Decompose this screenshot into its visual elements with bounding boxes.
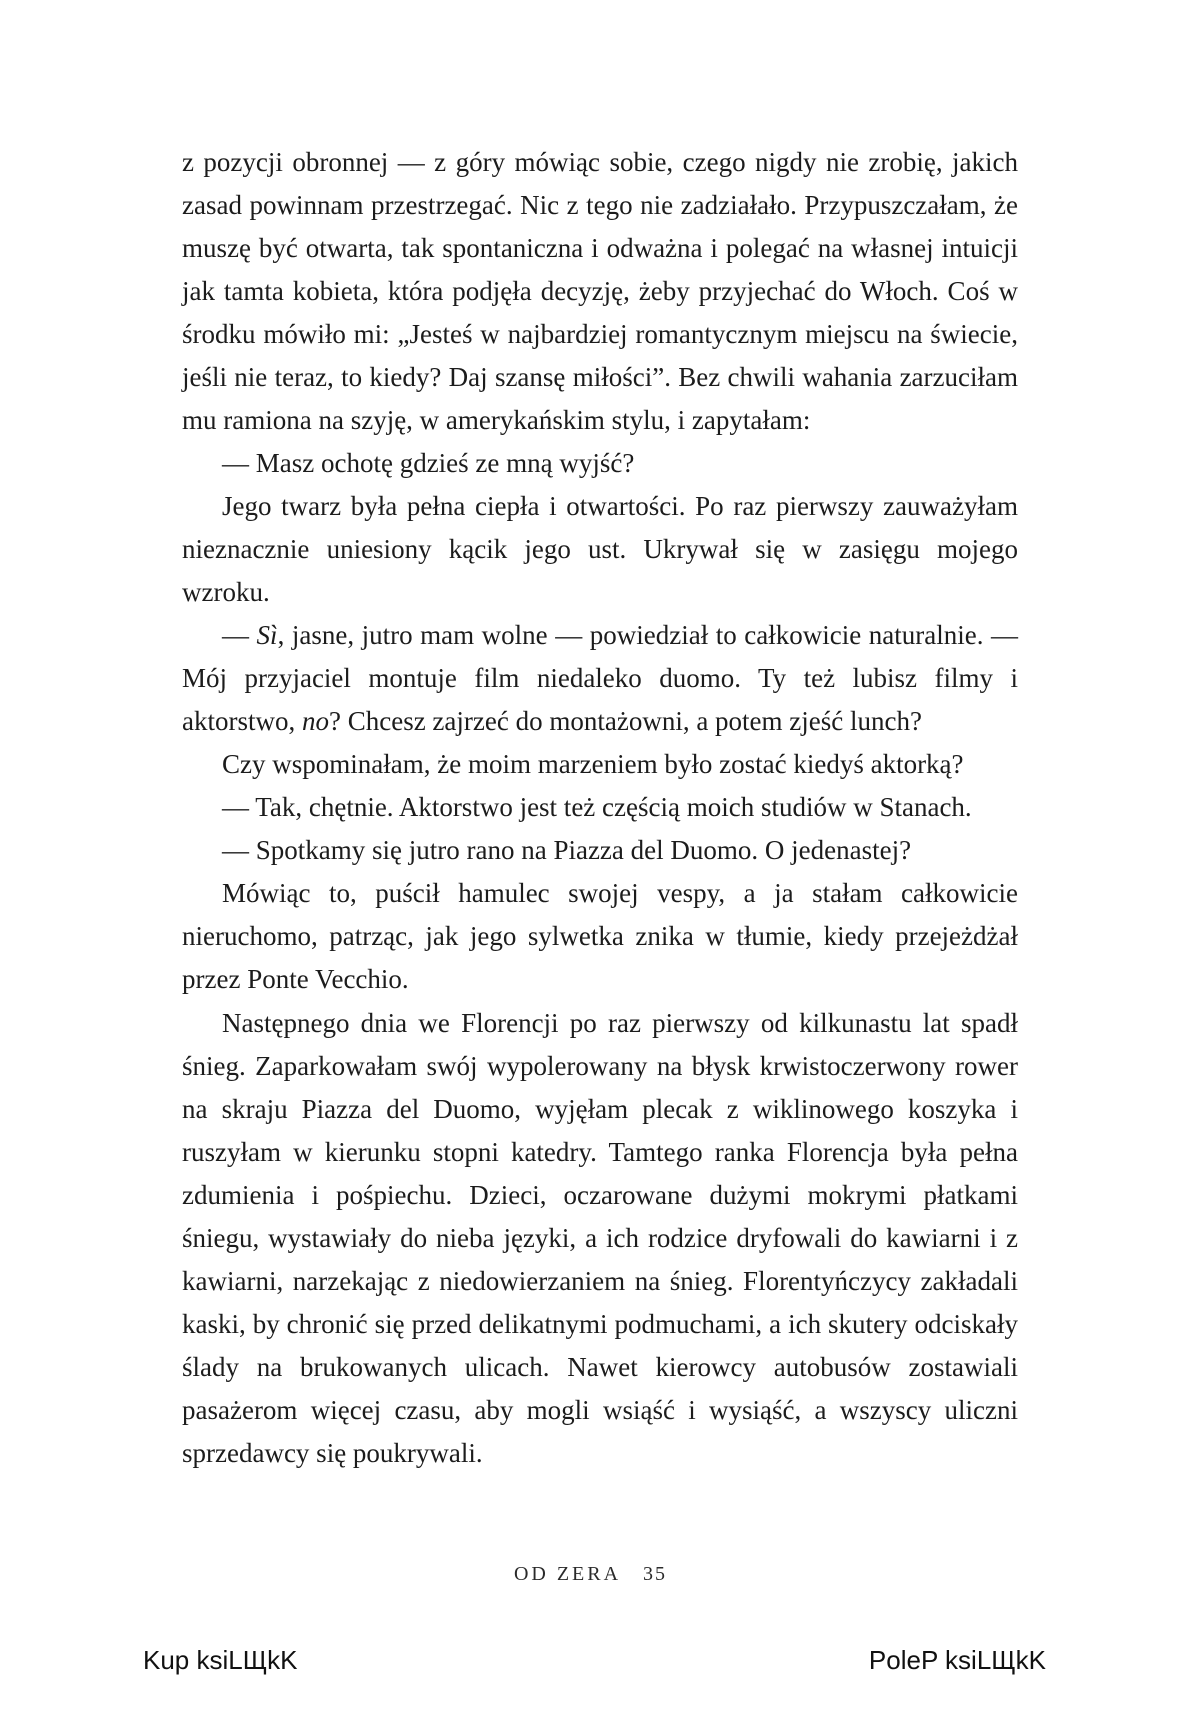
running-title: OD ZERA [513, 1563, 622, 1585]
dialogue-line [182, 614, 1018, 743]
dialogue-line: — Masz ochotę gdzieś ze mną wyjść? [222, 448, 635, 478]
dialogue-line: — Spotkamy się jutro rano na Piazza del Duomo. O jedenastej? [222, 835, 912, 865]
paragraph: Następnego dnia we Florencji po raz pierwszy od kilkunastu lat spadł śnieg. Zaparkowałam swój wypolerowany na błysk krwistoczerwony rower na skraju Piazza del Duomo, wyjęłam plecak z wiklinowego koszyka i ruszyłam w kierunku stopni katedry. Tamtego ranka Florencja była pełna zdumienia i pośpiechu. Dzieci, oczarowane dużymi mokrymi płatkami śniegu, wystawiały do nieba języki, a ich rodzice dryfowali do kawiarni i z kawiarni, narzekając z niedowierzaniem na śnieg. Florentyńczycy zakładali kaski, by chronić się przed delikatnymi podmuchami, a ich skutery odciskały ślady na brukowanych ulicach. Nawet kierowcy autobusów zostawiali pasażerom więcej czasu, aby mogli wsiąść i wysiąść, a wszyscy uliczni sprzedawcy się poukrywali. [182, 1008, 1018, 1468]
dialogue-line: — Tak, chętnie. Aktorstwo jest też częścią moich studiów w Stanach. [222, 792, 972, 822]
paragraph: Czy wspominałam, że moim marzeniem było zostać kiedyś aktorką? [222, 749, 964, 779]
italic-word: Sì [256, 620, 278, 650]
text-run: , jasne, jutro mam wolne — powiedział to całkowicie naturalnie. — Mój przyjaciel montuje film niedaleko duomo. Ty też lubisz filmy i aktorstwo, [182, 620, 1018, 736]
body-text [182, 141, 1018, 1475]
text-run: — [222, 620, 257, 650]
paragraph: Jego twarz była pełna ciepła i otwartości. Po raz pierwszy zauważyłam nieznacznie uniesiony kącik jego ust. Ukrywał się w zasięgu mojego wzroku. [182, 491, 1018, 607]
paragraph: z pozycji obronnej — z góry mówiąc sobie, czego nigdy nie zrobię, jakich zasad powinnam przestrzegać. Nic z tego nie zadziałało. Przypuszczałam, że muszę być otwarta, tak spontaniczna i odważna i polegać na własnej intuicji jak tamta kobieta, która podjęła decyzję, żeby przyjechać do Włoch. Coś w środku mówiło mi: „Jesteś w najbardziej romantycznym miejscu na świecie, jeśli nie teraz, to kiedy? Daj szansę miłości”. Bez chwili wahania zarzuciłam mu ramiona na szyję, w amerykańskim stylu, i zapytałam: [182, 147, 1018, 435]
italic-word: no [301, 706, 329, 736]
text-run: ? Chcesz zajrzeć do montażowni, a potem zjeść lunch? [328, 706, 922, 736]
page-footer [0, 1563, 1181, 1586]
buy-book-link[interactable]: Kup ksiLЩkK [143, 1645, 298, 1675]
paragraph: Mówiąc to, puścił hamulec swojej vespy, a ja stałam całkowicie nieruchomo, patrząc, jak jego sylwetka znika w tłumie, kiedy przejeżdżał przez Ponte Vecchio. [182, 878, 1018, 994]
recommend-book-link[interactable]: PoleP ksiLЩkK [868, 1645, 1046, 1675]
page-number: 35 [643, 1563, 668, 1585]
